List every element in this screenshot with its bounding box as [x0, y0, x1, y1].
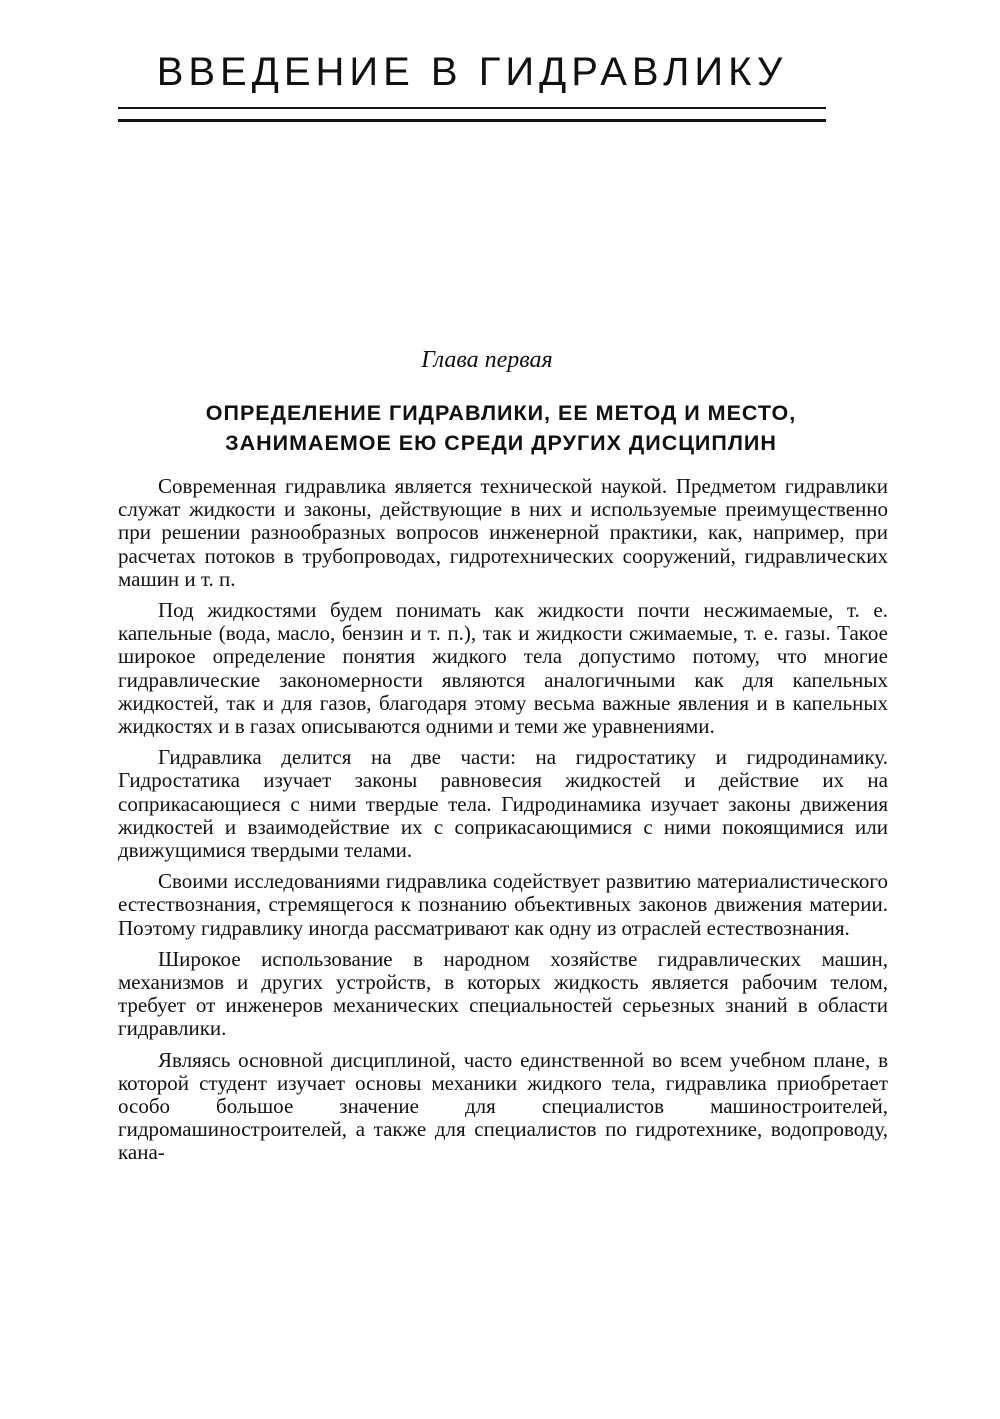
paragraph: Современная гидравлика является технической наукой. Предметом гидравлики служат жидкости и законы, действующие в них и используемые преимущественно при решении разнообразных вопросов инженерной практики, как, например, при расчетах потоков в трубопроводах, гидротехнических сооружений, гидравлических машин и т. п. [118, 474, 888, 591]
paragraph: Являясь основной дисциплиной, часто единственной во всем учебном плане, в которой студент изучает основы механики жидкого тела, гидравлика приобретает особо большое значение для специалистов машиностроителей, гидромашиностроителей, а также для специалистов по гидротехнике, водопроводу, кана- [118, 1047, 888, 1165]
chapter-title-line-2: ЗАНИМАЕМОЕ ЕЮ СРЕДИ ДРУГИХ ДИСЦИПЛИН [225, 431, 777, 455]
paragraph: Гидравлика делится на две части: на гидростатику и гидродинамику. Гидростатика изучает законы равновесия жидкостей и действие их на соприкасающиеся с ними твердые тела. Гидродинамика изучает законы движения жидкостей и взаимодействие их с соприкасающимися с ними покоящимися или движущимися твердыми телами. [118, 745, 888, 863]
header-rule-thin [118, 107, 826, 109]
body-text [118, 475, 888, 1173]
chapter-label: Глава первая [421, 347, 553, 373]
paragraph: Своими исследованиями гидравлика содействует развитию материалистического естествознания, стремящегося к познанию объективных законов движения материи. Поэтому гидравлику иногда рассматривают как одну из отраслей естествознания. [118, 869, 888, 940]
header-rule-thick [118, 119, 826, 122]
chapter-title-line-1: ОПРЕДЕЛЕНИЕ ГИДРАВЛИКИ, ЕЕ МЕТОД И МЕСТО, [205, 401, 797, 425]
chapter-title [118, 398, 884, 458]
paragraph: Широкое использование в народном хозяйстве гидравлических машин, механизмов и других устройств, в которых жидкость является рабочим телом, требует от инженеров механических специальностей серьезных знаний в области гидравлики. [118, 946, 888, 1041]
running-head: ВВЕДЕНИЕ В ГИДРАВЛИКУ [156, 50, 788, 94]
paragraph: Под жидкостями будем понимать как жидкости почти несжимаемые, т. е. капельные (вода, масло, бензин и т. п.), так и жидкости сжимаемые, т. е. газы. Такое широкое определение понятия жидкого тела допустимо потому, что многие гидравлические закономерности являются аналогичными как для капельных жидкостей, так и для газов, благодаря этому весьма важные явления и в капельных жидкостях и в газах описываются одними и теми же уравнениями. [118, 598, 888, 739]
